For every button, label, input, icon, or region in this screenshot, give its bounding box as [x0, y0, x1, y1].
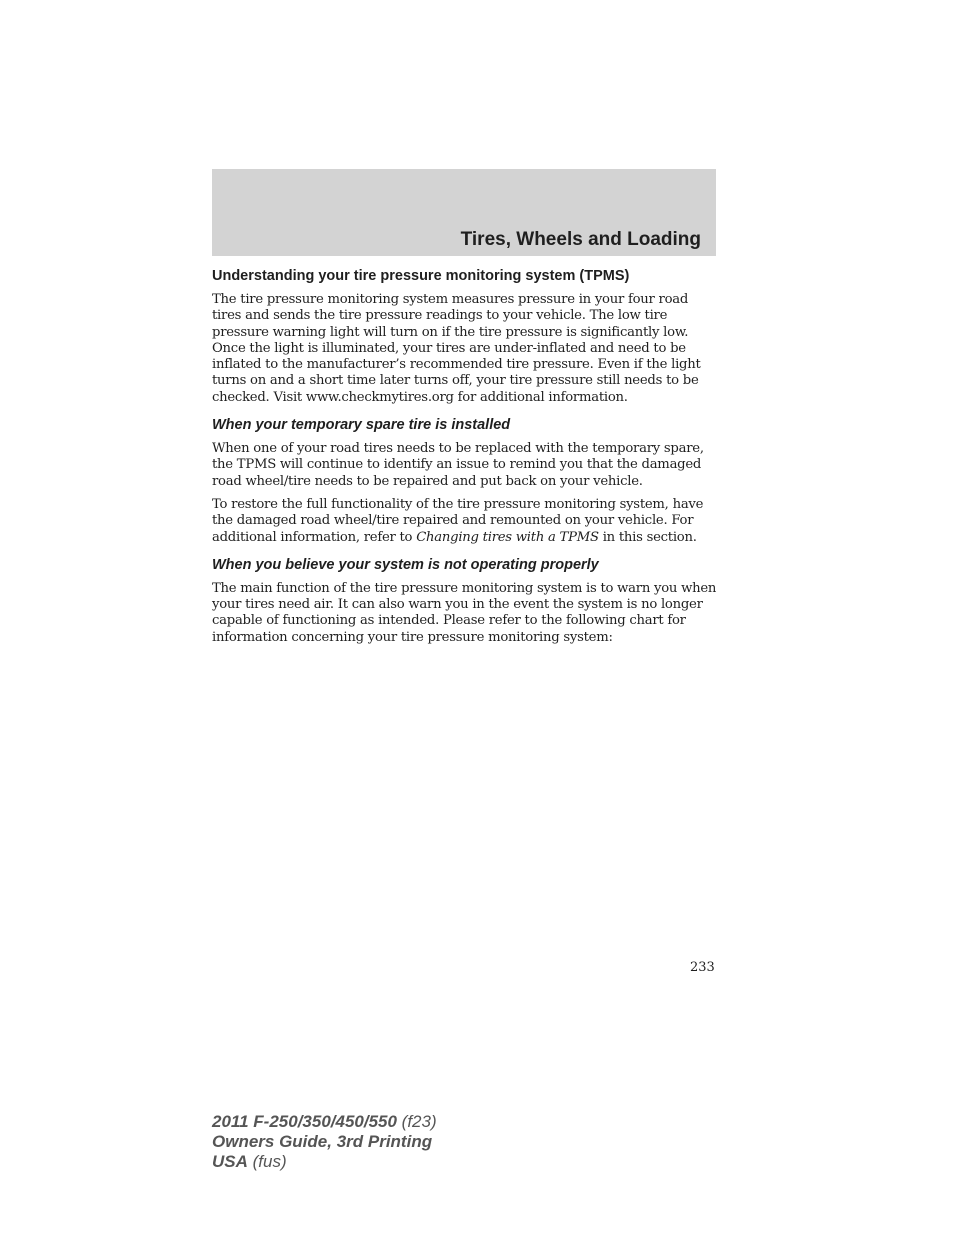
malfunction-heading: When you believe your system is not operating properly: [212, 556, 599, 573]
footer-line-model: [212, 1112, 437, 1132]
tpms-paragraph: The tire pressure monitoring system measures pressure in your four road tires and sends the tire pressure readings to your vehicle. The low tire pressure warning light will turn on if the tire pressure is significantly low. Once the light is illuminated, your tires are under-inflated and need to be inflated to the manufacturer’s recommended tire pressure. Even if the light turns on and a short time later turns off, your tire pressure still needs to be checked. Visit www.checkmytires.org for additional information.: [212, 292, 701, 405]
document-footer: [212, 1112, 437, 1172]
page-number: 233: [690, 960, 715, 975]
footer-line-guide: [212, 1132, 437, 1152]
spare-tire-paragraph-2-end: in this section.: [598, 529, 697, 545]
footer-line-market: [212, 1152, 437, 1172]
page-content: [212, 266, 718, 653]
footer-market: USA: [212, 1152, 248, 1171]
spare-tire-heading: When your temporary spare tire is installed: [212, 417, 511, 434]
section-title: Tires, Wheels and Loading: [460, 229, 701, 250]
spare-tire-paragraph-2-text: To restore the full functionality of the tire pressure monitoring system, have the damaged road wheel/tire repaired and remounted on your vehicle. For additional information, refer to: [212, 496, 704, 545]
footer-guide: Owners Guide, 3rd Printing: [212, 1132, 433, 1151]
changing-tires-reference: Changing tires with a TPMS: [416, 529, 599, 545]
footer-market-code: (fus): [247, 1152, 287, 1171]
section-header-band: [212, 169, 716, 256]
spare-tire-paragraph-1: When one of your road tires needs to be replaced with the temporary spare, the TPMS will continue to identify an issue to remind you that the damaged road wheel/tire needs to be repaired and put back on your vehicle.: [212, 441, 704, 489]
malfunction-paragraph: The main function of the tire pressure monitoring system is to warn you when your tires need air. It can also warn you in the event the system is no longer capable of functioning as intended. Please refer to the following chart for information concerning your tire pressure monitoring system:: [212, 580, 717, 645]
footer-model-code: (f23): [396, 1112, 437, 1131]
spare-tire-paragraph-2: [212, 497, 718, 546]
footer-model: 2011 F-250/350/450/550: [212, 1112, 397, 1131]
tpms-heading: Understanding your tire pressure monitoring system (TPMS): [212, 268, 630, 284]
